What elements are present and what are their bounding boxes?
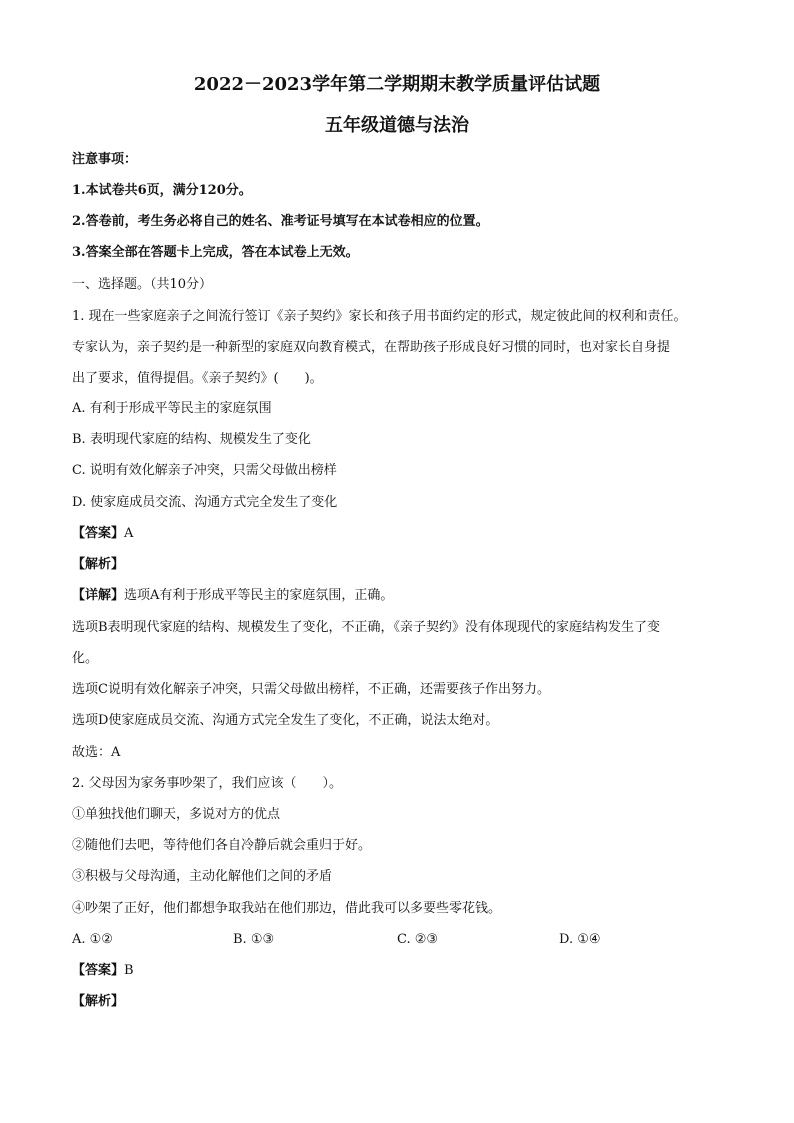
analysis-tag: 【解析】 <box>72 994 125 1009</box>
q1-answer <box>72 525 734 543</box>
q2-stem: 2. 父母因为家务事吵架了，我们应该（ ）。 <box>72 776 343 791</box>
q1-stem-line: 出了要求，值得提倡。《亲子契约》( )。 <box>72 371 323 386</box>
note-item: 2.答卷前，考生务必将自己的姓名、准考证号填写在本试卷相应的位置。 <box>72 214 489 229</box>
detail-tag: 【详解】 <box>72 588 125 603</box>
section-heading: 一、选择题。（共10分） <box>72 277 213 292</box>
note-item: 1.本试卷共6页，满分120分。 <box>72 183 252 198</box>
detail-text: 选项A有利于形成平等民主的家庭氛围，正确。 <box>124 588 394 603</box>
q1-conclusion: 故选：A <box>72 745 121 760</box>
q1-option-a: A. 有利于形成平等民主的家庭氛围 <box>72 401 272 416</box>
q2-analysis-tag <box>72 993 734 1011</box>
q1-detail-line: 选项B表明现代家庭的结构、规模发生了变化，不正确，《亲子契约》没有体现现代的家庭结构发生了变 <box>72 620 661 635</box>
q1-option-d: D. 使家庭成员交流、沟通方式完全发生了变化 <box>72 495 338 510</box>
q2-answer <box>72 962 734 980</box>
analysis-tag: 【解析】 <box>72 557 125 572</box>
q1-detail-line <box>72 587 734 605</box>
q2-option-c: C. ②③ <box>397 932 439 947</box>
q1-option-c: C. 说明有效化解亲子冲突，只需父母做出榜样 <box>72 463 337 478</box>
page-title: 2022－2023学年第二学期期末教学质量评估试题 <box>193 74 601 95</box>
q1-option-b: B. 表明现代家庭的结构、规模发生了变化 <box>72 432 311 447</box>
q2-option-b: B. ①③ <box>233 932 275 947</box>
answer-value: B <box>124 963 134 978</box>
q1-detail-line: 选项D使家庭成员交流、沟通方式完全发生了变化，不正确，说法太绝对。 <box>72 713 499 728</box>
q2-statement: ④吵架了正好，他们都想争取我站在他们那边，借此我可以多要些零花钱。 <box>72 901 502 916</box>
q1-stem-line: 专家认为，亲子契约是一种新型的家庭双向教育模式，在帮助孩子形成良好习惯的同时，也对家长自身提 <box>72 340 671 355</box>
q2-statement: ②随他们去吧，等待他们各自冷静后就会重归于好。 <box>72 838 372 853</box>
q1-analysis-tag <box>72 556 734 574</box>
q1-stem-line: 1. 现在一些家庭亲子之间流行签订《亲子契约》家长和孩子用书面约定的形式，规定彼此间的权利和责任。 <box>72 309 687 324</box>
q1-detail-line: 化。 <box>72 651 99 666</box>
page-subtitle: 五年级道德与法治 <box>325 115 469 136</box>
q2-statement: ③积极与父母沟通，主动化解他们之间的矛盾 <box>72 869 333 884</box>
answer-tag: 【答案】 <box>72 963 125 978</box>
q2-option-d: D. ①④ <box>559 932 601 947</box>
answer-value: A <box>124 526 134 541</box>
answer-tag: 【答案】 <box>72 526 125 541</box>
q2-statement: ①单独找他们聊天，多说对方的优点 <box>72 807 281 822</box>
q2-option-a: A. ①② <box>72 932 113 947</box>
note-item: 3.答案全部在答题卡上完成，答在本试卷上无效。 <box>72 245 359 260</box>
notes-heading: 注意事项： <box>72 152 138 167</box>
q1-detail-line: 选项C说明有效化解亲子冲突，只需父母做出榜样，不正确，还需要孩子作出努力。 <box>72 682 550 697</box>
